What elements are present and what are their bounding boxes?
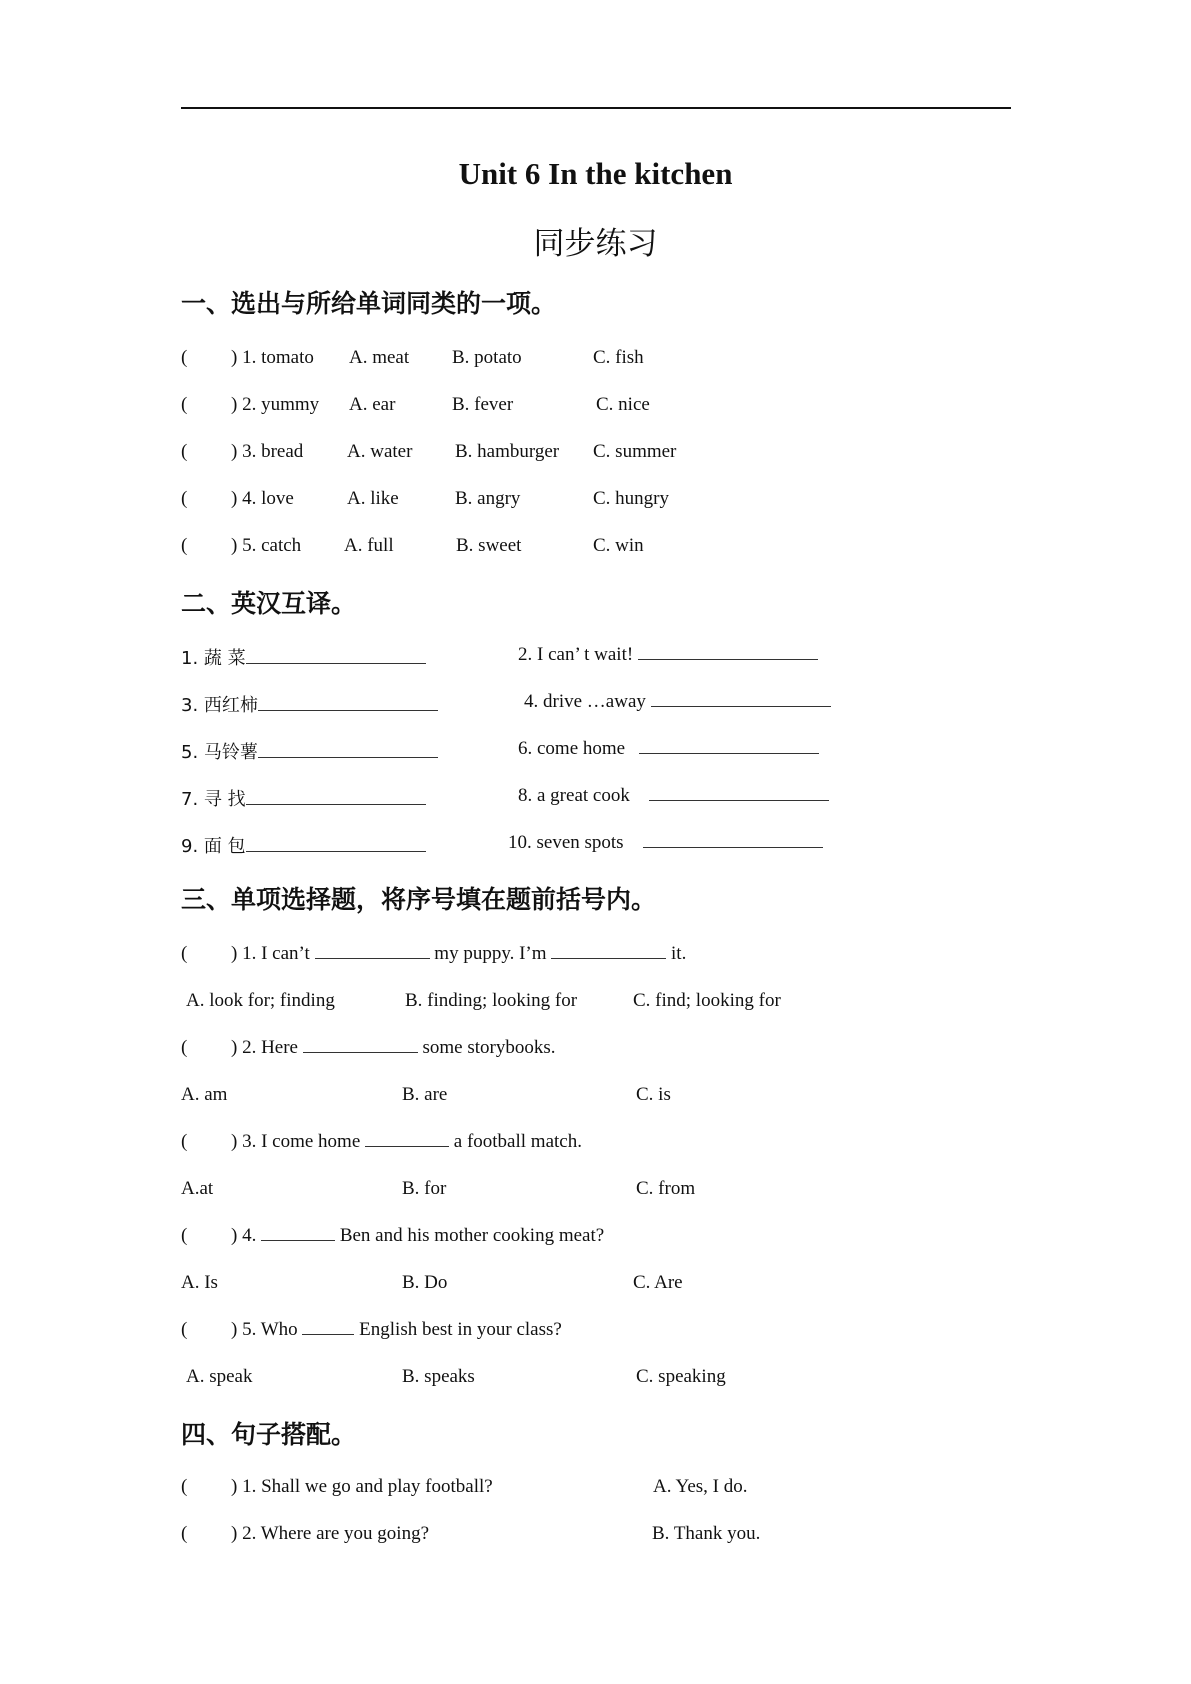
s1-item-2-option-c: C. nice xyxy=(596,394,650,415)
page-title: Unit 6 In the kitchen xyxy=(458,156,733,191)
answer-blank[interactable] xyxy=(258,743,438,758)
s3-q5-option-c: C. speaking xyxy=(636,1366,726,1387)
s1-item-2-option-b: B. fever xyxy=(452,394,514,415)
answer-blank[interactable] xyxy=(258,696,438,711)
s1-item-4-option-c: C. hungry xyxy=(593,488,669,509)
section-1-heading: 一、选出与所给单词同类的一项。 xyxy=(181,289,557,318)
answer-blank[interactable] xyxy=(302,1320,354,1335)
answer-blank[interactable] xyxy=(261,1226,335,1241)
s3-q4-option-c: C. Are xyxy=(633,1272,683,1293)
page-subtitle: 同步练习 xyxy=(533,226,658,262)
answer-blank[interactable] xyxy=(638,645,818,660)
s2-item-1: 1. 蔬 菜 xyxy=(181,644,426,670)
s3-q3-option-c: C. from xyxy=(636,1178,696,1199)
s1-item-1-option-c: C. fish xyxy=(593,347,644,368)
answer-paren[interactable]: ( xyxy=(181,1523,188,1544)
answer-paren[interactable]: ( xyxy=(181,1131,188,1152)
s2-item-10: 10. seven spots xyxy=(508,832,823,854)
answer-paren[interactable]: ( xyxy=(181,535,188,556)
s3-q2-option-b: B. are xyxy=(402,1084,448,1105)
s3-question-1: ( ) 1. I can’t my puppy. I’m it. xyxy=(181,943,687,964)
s3-q1-option-b: B. finding; looking for xyxy=(405,990,578,1011)
s1-item-2: ( ) 2. yummy xyxy=(181,394,320,415)
s1-item-4-option-a: A. like xyxy=(347,488,399,509)
s4-item-2: ( ) 2. Where are you going? xyxy=(181,1523,430,1544)
s3-q3-option-b: B. for xyxy=(402,1178,447,1199)
s3-question-2: ( ) 2. Here some storybooks. xyxy=(181,1037,556,1058)
s1-item-1: ( ) 1. tomato xyxy=(181,347,314,368)
answer-paren[interactable]: ( xyxy=(181,1225,188,1246)
s1-item-1-option-a: A. meat xyxy=(349,347,410,368)
s1-item-5-option-b: B. sweet xyxy=(456,535,522,556)
s3-question-5: ( ) 5. Who English best in your class? xyxy=(181,1319,562,1340)
s3-q2-option-c: C. is xyxy=(636,1084,671,1105)
s2-item-3: 3. 西红柿 xyxy=(181,691,438,717)
s1-item-3-option-c: C. summer xyxy=(593,441,677,462)
answer-blank[interactable] xyxy=(315,944,430,959)
s1-item-3-option-a: A. water xyxy=(347,441,413,462)
s3-q4-option-a: A. Is xyxy=(181,1272,218,1293)
section-3-heading: 三、单项选择题，将序号填在题前括号内。 xyxy=(181,885,657,914)
s4-item-1: ( ) 1. Shall we go and play football? xyxy=(181,1476,493,1497)
s3-q4-option-b: B. Do xyxy=(402,1272,448,1293)
s3-question-4: ( ) 4. Ben and his mother cooking meat? xyxy=(181,1225,605,1246)
header-rule xyxy=(181,107,1011,109)
answer-paren[interactable]: ( xyxy=(181,1319,188,1340)
answer-blank[interactable] xyxy=(649,786,829,801)
s1-item-3-option-b: B. hamburger xyxy=(455,441,560,462)
s3-q1-option-a: A. look for; finding xyxy=(186,990,335,1011)
s4-answer-a: A. Yes, I do. xyxy=(653,1476,748,1497)
answer-blank[interactable] xyxy=(365,1132,449,1147)
s3-q1-option-c: C. find; looking for xyxy=(633,990,781,1011)
s1-item-2-option-a: A. ear xyxy=(349,394,396,415)
answer-paren[interactable]: ( xyxy=(181,488,188,509)
s1-item-4-option-b: B. angry xyxy=(455,488,521,509)
answer-paren[interactable]: ( xyxy=(181,441,188,462)
s4-answer-b: B. Thank you. xyxy=(652,1523,761,1544)
answer-blank[interactable] xyxy=(246,649,426,664)
s3-question-3: ( ) 3. I come home a football match. xyxy=(181,1131,582,1152)
answer-blank[interactable] xyxy=(639,739,819,754)
s2-item-6: 6. come home xyxy=(518,738,819,760)
answer-blank[interactable] xyxy=(246,837,426,852)
answer-paren[interactable]: ( xyxy=(181,943,188,964)
s2-item-8: 8. a great cook xyxy=(518,785,829,807)
section-2-heading: 二、英汉互译。 xyxy=(181,589,357,618)
s3-q2-option-a: A. am xyxy=(181,1084,228,1105)
s2-item-5: 5. 马铃薯 xyxy=(181,738,438,764)
s3-q3-option-a: A.at xyxy=(181,1178,214,1199)
section-4-heading: 四、句子搭配。 xyxy=(181,1420,357,1449)
s1-item-3: ( ) 3. bread xyxy=(181,441,304,462)
s1-item-5: ( ) 5. catch xyxy=(181,535,302,556)
answer-paren[interactable]: ( xyxy=(181,1476,188,1497)
answer-paren[interactable]: ( xyxy=(181,394,188,415)
answer-blank[interactable] xyxy=(303,1038,418,1053)
s2-item-7: 7. 寻 找 xyxy=(181,785,426,811)
answer-blank[interactable] xyxy=(643,833,823,848)
answer-blank[interactable] xyxy=(651,692,831,707)
s2-item-2: 2. I can’ t wait! xyxy=(518,644,818,666)
s3-q5-option-b: B. speaks xyxy=(402,1366,475,1387)
answer-blank[interactable] xyxy=(246,790,426,805)
s1-item-4: ( ) 4. love xyxy=(181,488,294,509)
answer-paren[interactable]: ( xyxy=(181,347,188,368)
s2-item-4: 4. drive …away xyxy=(524,691,831,713)
s3-q5-option-a: A. speak xyxy=(186,1366,253,1387)
s2-item-9: 9. 面 包 xyxy=(181,832,426,858)
s1-item-5-option-c: C. win xyxy=(593,535,644,556)
answer-paren[interactable]: ( xyxy=(181,1037,188,1058)
answer-blank[interactable] xyxy=(551,944,666,959)
s1-item-5-option-a: A. full xyxy=(344,535,394,556)
s1-item-1-option-b: B. potato xyxy=(452,347,522,368)
